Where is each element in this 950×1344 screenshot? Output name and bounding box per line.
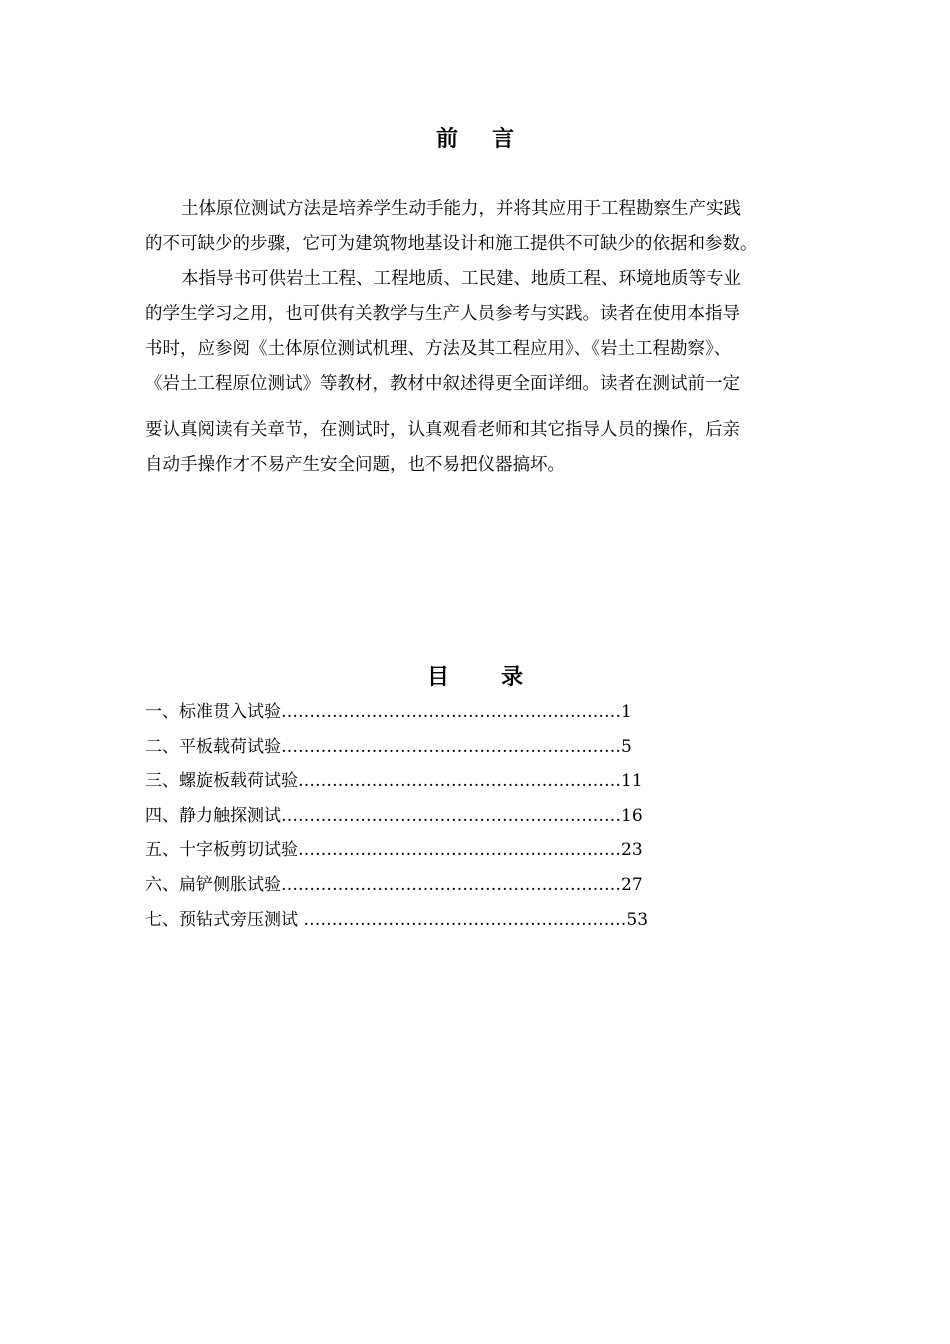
preface-paragraph-2-line-6: 自动手操作才不易产生安全问题，也不易把仪器搞坏。 (145, 455, 565, 475)
toc-title-char-1: 目 (426, 664, 449, 690)
toc-entry-1[interactable]: 一、标准贯入试验……………………………………………………1 (145, 702, 632, 722)
toc-entry-3[interactable]: 三、螺旋板载荷试验…………………………………………………11 (145, 771, 643, 792)
toc-entry-6[interactable]: 六、扁铲侧胀试验……………………………………………………27 (145, 874, 643, 895)
preface-paragraph-1-line-1: 土体原位测试方法是培养学生动手能力，并将其应用于工程勘察生产实践 (181, 199, 741, 219)
preface-paragraph-2-line-4: 《岩土工程原位测试》等教材，教材中叙述得更全面详细。读者在测试前一定 (145, 374, 740, 394)
toc-entry-2[interactable]: 二、平板载荷试验……………………………………………………5 (145, 736, 632, 757)
preface-title (0, 122, 950, 153)
preface-paragraph-2-line-5: 要认真阅读有关章节，在测试时，认真观看老师和其它指导人员的操作，后亲 (145, 420, 740, 440)
preface-paragraph-1-line-2: 的不可缺少的步骤，它可为建筑物地基设计和施工提供不可缺少的依据和参数。 (145, 234, 758, 254)
toc-entry-7[interactable]: 七、预钻式旁压测试 …………………………………………………53 (145, 909, 649, 930)
toc-entry-5[interactable]: 五、十字板剪切试验…………………………………………………23 (145, 840, 643, 861)
table-of-contents (145, 700, 745, 942)
preface-paragraph-2-line-2: 的学生学习之用，也可供有关教学与生产人员参考与实践。读者在使用本指导 (145, 304, 740, 324)
preface-paragraph-2-line-1: 本指导书可供岩土工程、工程地质、工民建、地质工程、环境地质等专业 (181, 269, 741, 289)
preface-paragraph-2-line-3: 书时，应参阅《土体原位测试机理、方法及其工程应用》、《岩土工程勘察》、 (145, 339, 732, 359)
toc-entry-4[interactable]: 四、静力触探测试……………………………………………………16 (145, 805, 643, 826)
preface-title-char-2: 言 (492, 126, 515, 152)
toc-title-char-2: 录 (501, 664, 524, 690)
preface-title-char-1: 前 (435, 126, 458, 152)
toc-title (0, 660, 950, 691)
